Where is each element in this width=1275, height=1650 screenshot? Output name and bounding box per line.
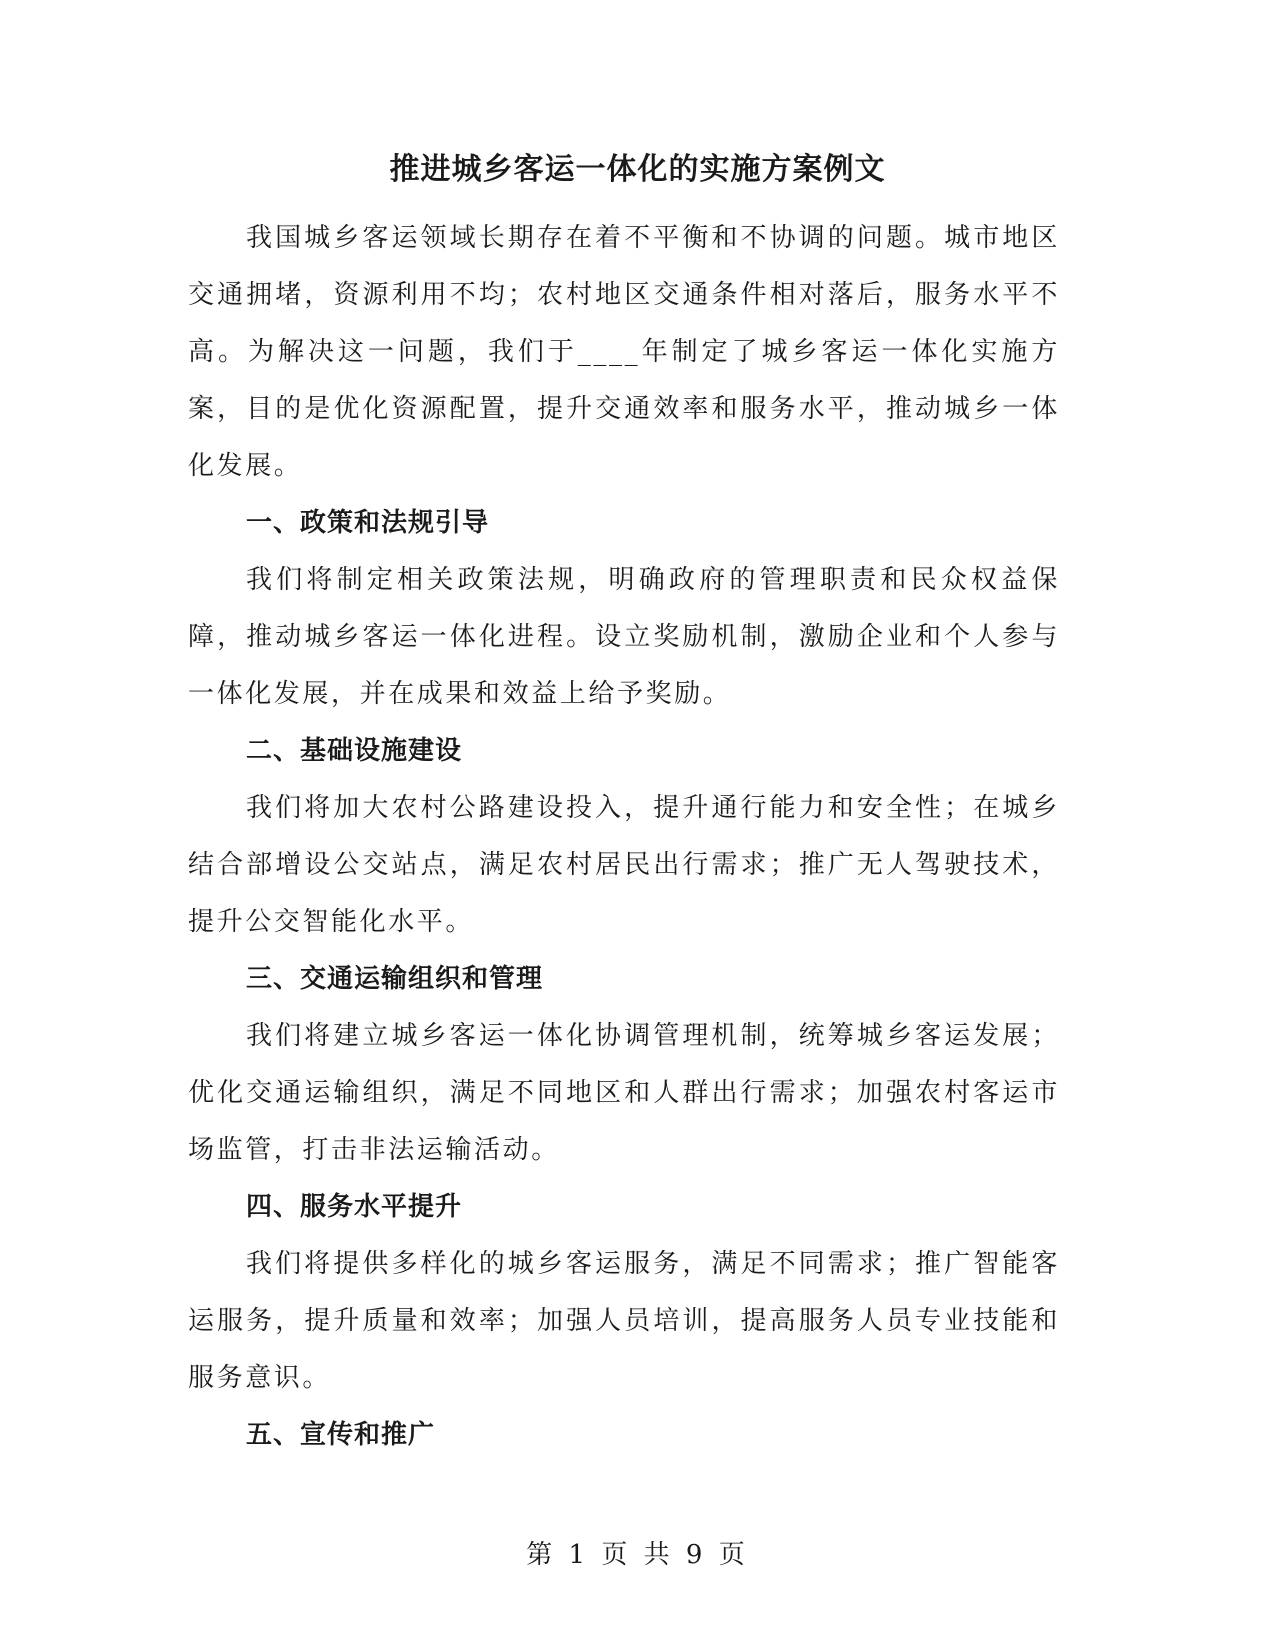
section-heading-4: 四、服务水平提升 bbox=[246, 1192, 463, 1222]
intro-paragraph: 我国城乡客运领域长期存在着不平衡和不协调的问题。城市地区交通拥堵，资源利用不均；农村地区交通条件相对落后，服务水平不高。为解决这一问题，我们于____年制定了城乡客运一体化实施方案，目的是优化资源配置，提升交通效率和服务水平，推动城乡一体化发展。 bbox=[188, 223, 1060, 481]
section-paragraph-3: 我们将建立城乡客运一体化协调管理机制，统筹城乡客运发展；优化交通运输组织，满足不同地区和人群出行需求；加强农村客运市场监管，打击非法运输活动。 bbox=[188, 1021, 1060, 1165]
section-heading-5: 五、宣传和推广 bbox=[246, 1420, 436, 1450]
section-paragraph-1: 我们将制定相关政策法规，明确政府的管理职责和民众权益保障，推动城乡客运一体化进程。设立奖励机制，激励企业和个人参与一体化发展，并在成果和效益上给予奖励。 bbox=[188, 565, 1060, 709]
page-number: 第 1 页 共 9 页 bbox=[526, 1540, 749, 1570]
section-heading-1: 一、政策和法规引导 bbox=[246, 508, 490, 538]
section-paragraph-4: 我们将提供多样化的城乡客运服务，满足不同需求；推广智能客运服务，提升质量和效率；加强人员培训，提高服务人员专业技能和服务意识。 bbox=[188, 1249, 1060, 1393]
document-title: 推进城乡客运一体化的实施方案例文 bbox=[389, 152, 886, 187]
section-heading-2: 二、基础设施建设 bbox=[246, 736, 463, 766]
document-body bbox=[188, 210, 1060, 1464]
section-paragraph-2: 我们将加大农村公路建设投入，提升通行能力和安全性；在城乡结合部增设公交站点，满足农村居民出行需求；推广无人驾驶技术，提升公交智能化水平。 bbox=[188, 793, 1060, 937]
section-heading-3: 三、交通运输组织和管理 bbox=[246, 964, 544, 994]
